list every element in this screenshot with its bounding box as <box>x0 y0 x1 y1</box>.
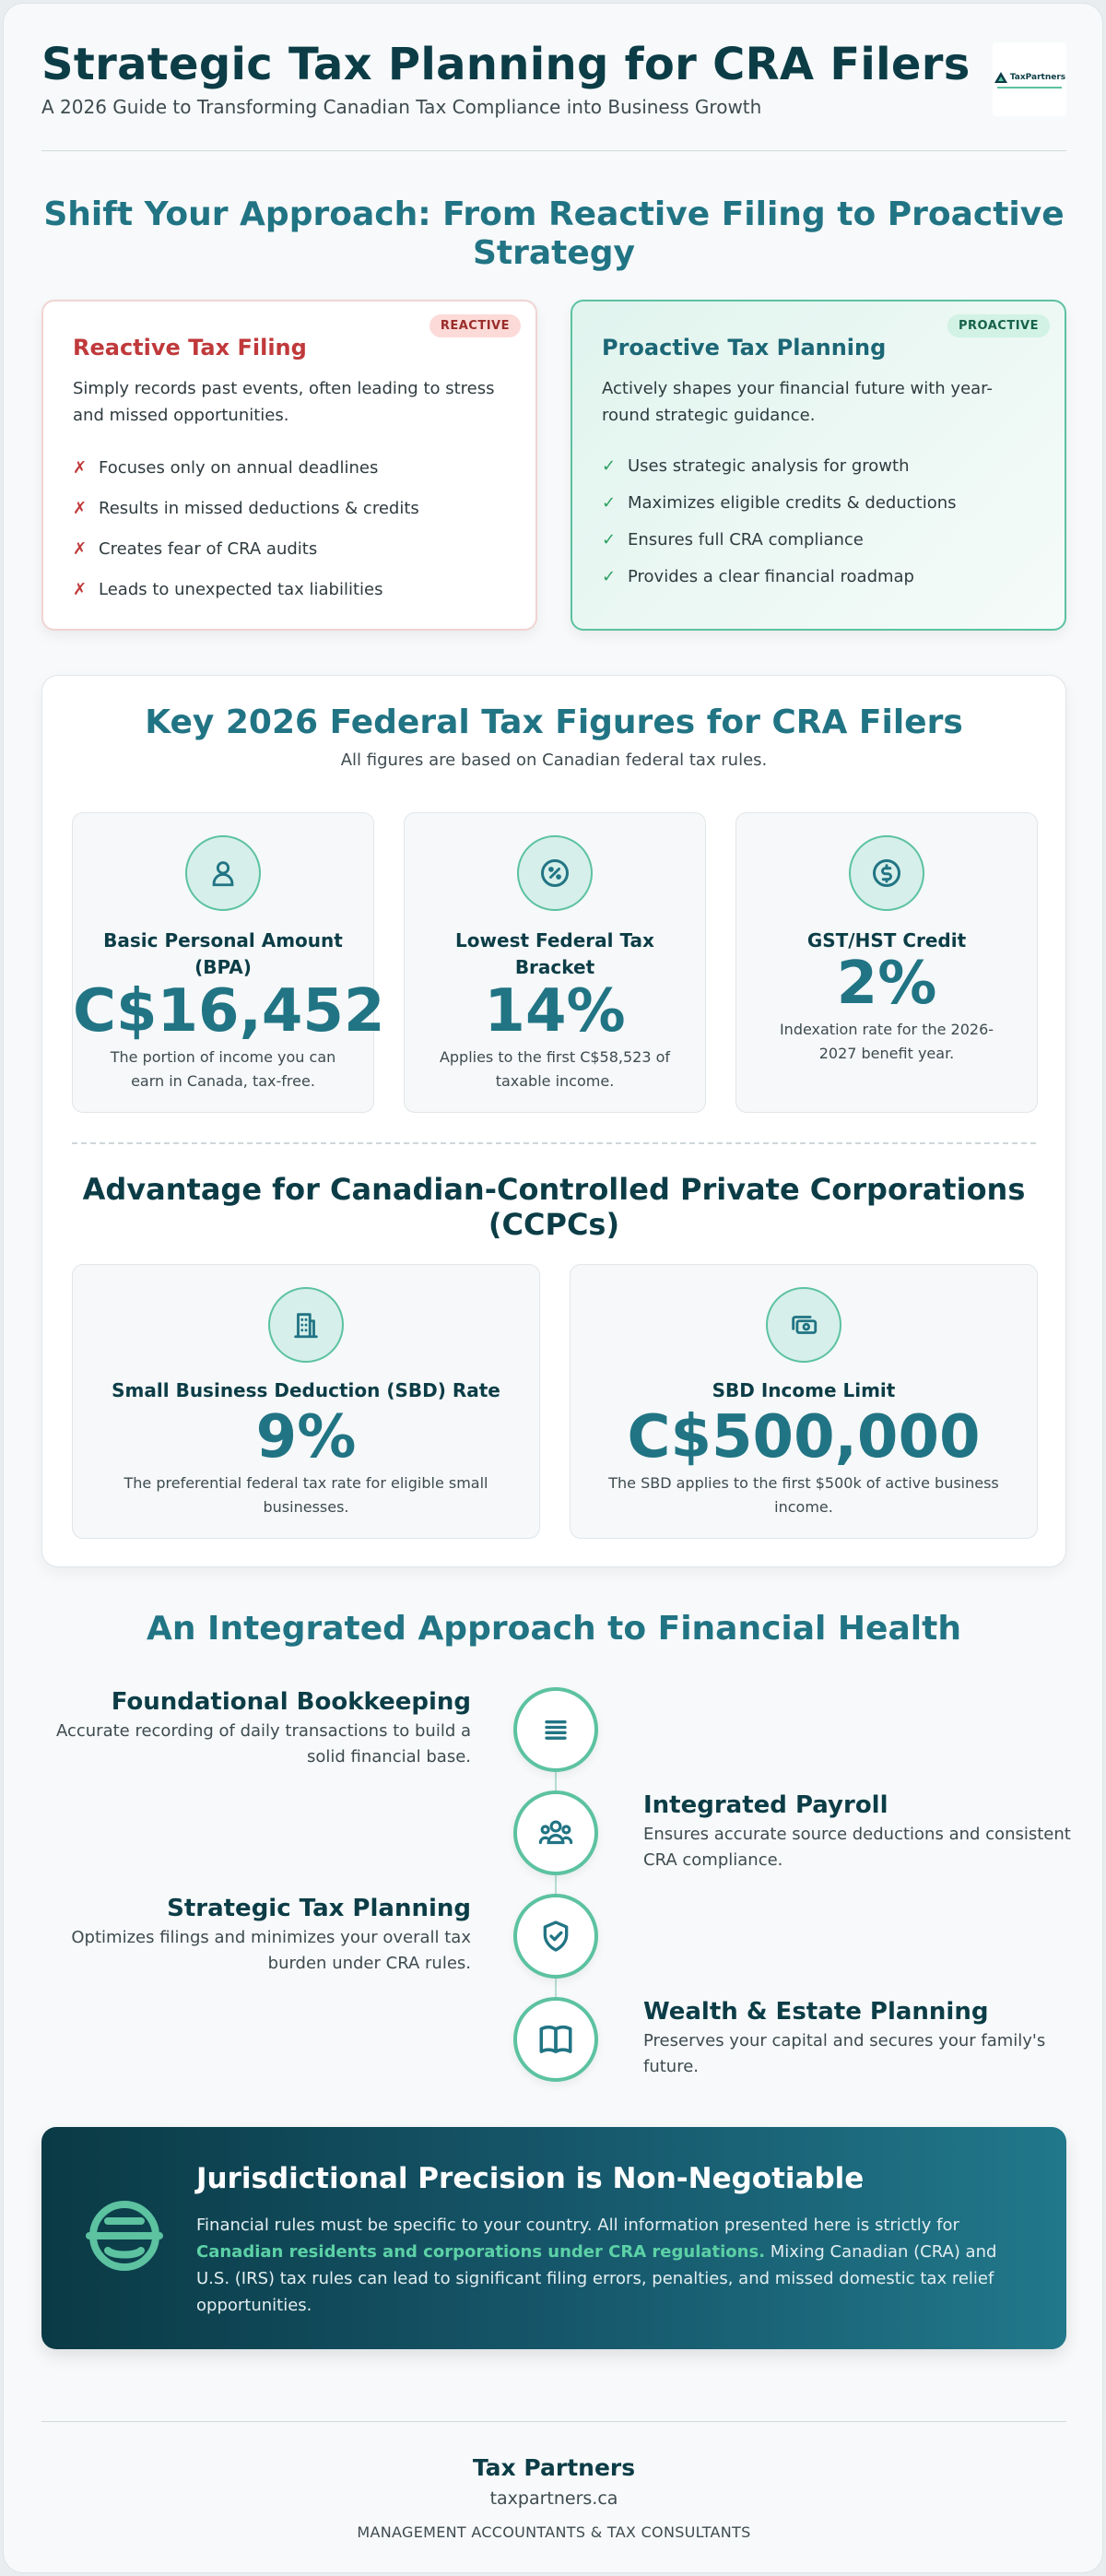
stat-value: 14% <box>484 977 626 1046</box>
stat-card-sbd-limit <box>570 1264 1038 1539</box>
step-text: Ensures accurate source deductions and consistent CRA compliance. <box>643 1825 1071 1870</box>
logo-text: TaxPartners <box>1009 72 1066 82</box>
step-title: Integrated Payroll <box>643 1791 888 1819</box>
proactive-card <box>571 300 1066 631</box>
cross-icon: ✗ <box>73 579 88 599</box>
reactive-list <box>73 447 506 609</box>
percent-icon <box>517 835 593 911</box>
cross-icon: ✗ <box>73 498 88 518</box>
step-title: Foundational Bookkeeping <box>111 1688 471 1716</box>
timeline-step-payroll <box>643 1790 1077 1873</box>
timeline-step-wealth <box>643 1997 1077 2080</box>
check-icon: ✓ <box>602 455 617 476</box>
list-icon <box>513 1687 598 1772</box>
proactive-list <box>602 447 1035 595</box>
stat-label: Lowest Federal Tax Bracket <box>455 929 654 978</box>
comparison-section <box>41 195 1066 599</box>
list-item: ✓ Provides a clear financial roadmap <box>602 566 914 586</box>
proactive-heading: Proactive Tax Planning <box>602 335 887 360</box>
person-icon <box>185 835 261 911</box>
stat-value: C$16,452 <box>73 977 385 1046</box>
cross-icon: ✗ <box>73 538 88 559</box>
stat-card-gst <box>735 812 1038 1113</box>
stat-note: The portion of income you can earn in Canada, tax-free. <box>110 1048 336 1090</box>
jurisdiction-banner <box>41 2127 1066 2349</box>
key-figures-panel <box>41 675 1066 1567</box>
step-title: Wealth & Estate Planning <box>643 1998 989 2026</box>
list-item: ✓ Uses strategic analysis for growth <box>602 455 910 476</box>
stat-note: The SBD applies to the first $500k of active business income. <box>608 1474 999 1516</box>
book-icon <box>513 1997 598 2082</box>
reactive-description: Simply records past events, often leading to stress and missed opportunities. <box>73 379 495 425</box>
list-item: ✓ Maximizes eligible credits & deductions <box>602 492 957 513</box>
comparison-title: Shift Your Approach: From Reactive Filing to Proactive Strategy <box>43 195 1065 272</box>
stat-note: Applies to the first C$58,523 of taxable income. <box>439 1048 671 1090</box>
banner-text: Financial rules must be specific to your country. All information presented here is strictly for Canadian residents and corporations under CRA regulations. Mixing Canadian (CRA) and U.S. (IRS) tax rules can lead to significant filing errors, penalties, and missed domestic tax relief opportunities. <box>196 2216 997 2315</box>
stat-note: Indexation rate for the 2026-2027 benefit year. <box>779 1021 994 1062</box>
stat-card-sbd-rate <box>72 1264 540 1539</box>
step-text: Accurate recording of daily transactions to build a solid financial base. <box>55 1721 471 1767</box>
list-item: ✓ Ensures full CRA compliance <box>602 529 864 549</box>
jurisdiction-icon <box>82 2193 167 2282</box>
reactive-heading: Reactive Tax Filing <box>73 335 307 360</box>
page-subtitle: A 2026 Guide to Transforming Canadian Tax Compliance into Business Growth <box>41 96 762 118</box>
key-figures-title: Key 2026 Federal Tax Figures for CRA Filers <box>145 703 963 741</box>
cross-icon: ✗ <box>73 457 88 478</box>
header <box>41 37 1066 138</box>
list-item: ✗ Results in missed deductions & credits <box>73 498 419 518</box>
check-icon: ✓ <box>602 492 617 513</box>
step-text: Optimizes filings and minimizes your overall tax burden under CRA rules. <box>71 1928 471 1973</box>
footer-url[interactable]: taxpartners.ca <box>489 2488 618 2509</box>
stat-value: C$500,000 <box>627 1403 981 1471</box>
banner-title: Jurisdictional Precision is Non-Negotiable <box>196 2162 865 2195</box>
stat-label: Basic Personal Amount (BPA) <box>103 929 343 978</box>
reactive-badge: REACTIVE <box>429 314 521 337</box>
reactive-card <box>41 300 537 631</box>
footer-tagline: MANAGEMENT ACCOUNTANTS & TAX CONSULTANTS <box>357 2523 751 2541</box>
timeline-step-bookkeeping <box>38 1687 471 1770</box>
check-icon: ✓ <box>602 566 617 586</box>
ccpc-title: Advantage for Canadian-Controlled Private Corporations (CCPCs) <box>82 1172 1026 1242</box>
building-icon <box>268 1287 344 1363</box>
shield-check-icon <box>513 1894 598 1979</box>
stat-label: GST/HST Credit <box>806 929 967 951</box>
team-icon <box>513 1790 598 1875</box>
header-divider <box>41 150 1066 151</box>
proactive-badge: PROACTIVE <box>947 314 1050 337</box>
stat-label: Small Business Deduction (SBD) Rate <box>112 1379 500 1401</box>
stat-card-bpa <box>72 812 385 1113</box>
footer <box>41 2454 1066 2541</box>
key-figures-subtitle: All figures are based on Canadian federal tax rules. <box>340 750 768 770</box>
section-divider <box>72 1142 1036 1144</box>
stat-card-bracket <box>404 812 706 1113</box>
list-item: ✗ Focuses only on annual deadlines <box>73 457 379 478</box>
integrated-title: An Integrated Approach to Financial Health <box>147 1610 961 1648</box>
stat-label: SBD Income Limit <box>712 1379 896 1401</box>
page-title: Strategic Tax Planning for CRA Filers <box>41 39 971 90</box>
logo-triangle-icon <box>994 71 1008 84</box>
stat-value: 9% <box>255 1403 357 1471</box>
banner-highlight: Canadian residents and corporations under CRA regulations. <box>196 2242 766 2262</box>
check-icon: ✓ <box>602 529 617 549</box>
list-item: ✗ Creates fear of CRA audits <box>73 538 318 559</box>
company-logo <box>993 42 1066 116</box>
proactive-description: Actively shapes your financial future with year-round strategic guidance. <box>602 379 993 425</box>
step-title: Strategic Tax Planning <box>167 1895 471 1922</box>
list-item: ✗ Leads to unexpected tax liabilities <box>73 579 383 599</box>
dollar-icon <box>849 835 924 911</box>
stat-value: 2% <box>836 950 937 1018</box>
step-text: Preserves your capital and secures your family's future. <box>643 2031 1046 2076</box>
footer-brand: Tax Partners <box>472 2454 636 2481</box>
footer-divider <box>41 2421 1066 2422</box>
infographic-page <box>3 3 1103 2573</box>
timeline-line <box>555 1732 557 2037</box>
money-icon <box>766 1287 841 1363</box>
timeline-step-tax-planning <box>38 1894 471 1977</box>
stat-note: The preferential federal tax rate for eligible small businesses. <box>124 1474 488 1516</box>
